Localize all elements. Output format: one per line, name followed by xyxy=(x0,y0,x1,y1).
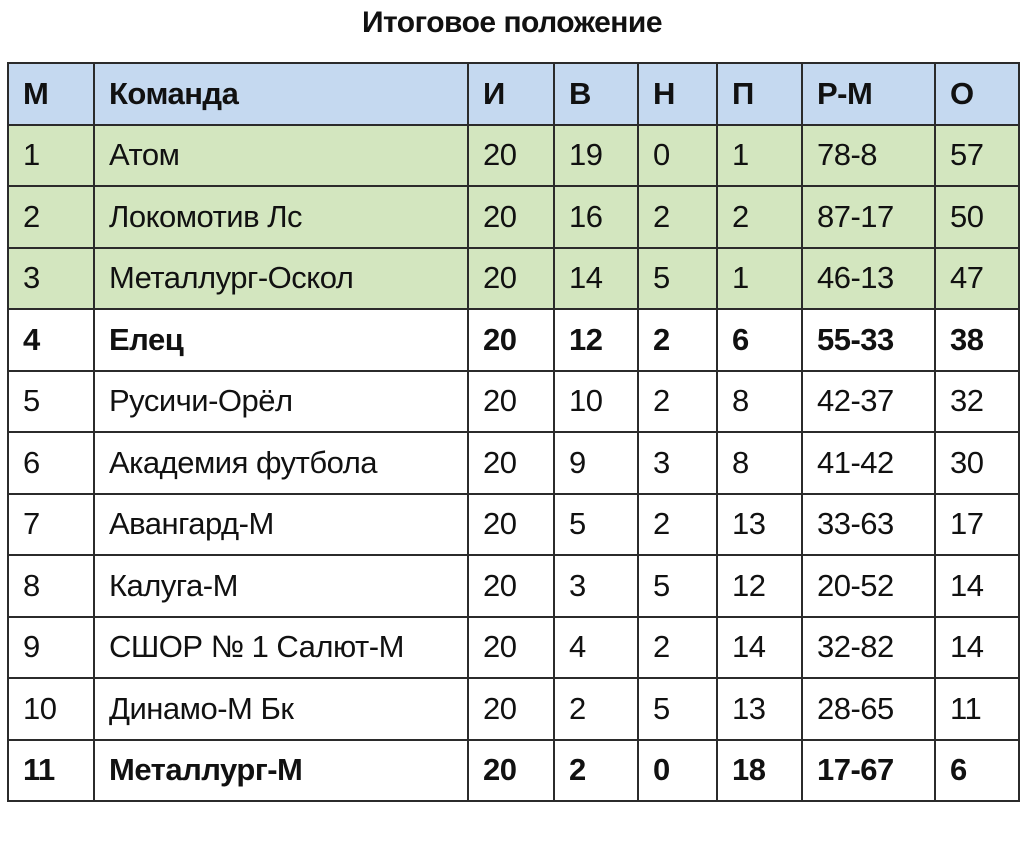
column-header-wins: В xyxy=(554,63,638,125)
table-body xyxy=(8,125,1019,802)
goals-cell: 41-42 xyxy=(802,432,935,494)
table-row xyxy=(8,371,1019,433)
wins-cell: 5 xyxy=(554,494,638,556)
losses-cell: 1 xyxy=(717,248,802,310)
team-name-cell: Атом xyxy=(94,125,468,187)
points-cell: 14 xyxy=(935,617,1019,679)
draws-cell: 0 xyxy=(638,740,717,802)
wins-cell: 2 xyxy=(554,740,638,802)
page-title: Итоговое положение xyxy=(361,6,663,39)
points-cell: 14 xyxy=(935,555,1019,617)
games-cell: 20 xyxy=(468,125,554,187)
table-header-row xyxy=(8,63,1019,125)
points-cell: 50 xyxy=(935,186,1019,248)
position-cell: 7 xyxy=(8,494,94,556)
position-cell: 5 xyxy=(8,371,94,433)
table-row xyxy=(8,555,1019,617)
position-cell: 2 xyxy=(8,186,94,248)
goals-cell: 87-17 xyxy=(802,186,935,248)
position-cell: 3 xyxy=(8,248,94,310)
team-name-cell: Металлург-М xyxy=(94,740,468,802)
points-cell: 38 xyxy=(935,309,1019,371)
team-name-cell: Русичи-Орёл xyxy=(94,371,468,433)
points-cell: 32 xyxy=(935,371,1019,433)
table-row xyxy=(8,125,1019,187)
games-cell: 20 xyxy=(468,555,554,617)
column-header-goals: Р-М xyxy=(802,63,935,125)
table-row xyxy=(8,432,1019,494)
goals-cell: 46-13 xyxy=(802,248,935,310)
points-cell: 6 xyxy=(935,740,1019,802)
goals-cell: 55-33 xyxy=(802,309,935,371)
losses-cell: 8 xyxy=(717,371,802,433)
table-row xyxy=(8,617,1019,679)
draws-cell: 2 xyxy=(638,186,717,248)
draws-cell: 5 xyxy=(638,678,717,740)
table-row xyxy=(8,678,1019,740)
draws-cell: 5 xyxy=(638,555,717,617)
position-cell: 10 xyxy=(8,678,94,740)
team-name-cell: Авангард-М xyxy=(94,494,468,556)
column-header-games: И xyxy=(468,63,554,125)
wins-cell: 14 xyxy=(554,248,638,310)
team-name-cell: Динамо-М Бк xyxy=(94,678,468,740)
games-cell: 20 xyxy=(468,617,554,679)
column-header-team: Команда xyxy=(94,63,468,125)
column-header-position: М xyxy=(8,63,94,125)
wins-cell: 10 xyxy=(554,371,638,433)
games-cell: 20 xyxy=(468,248,554,310)
goals-cell: 28-65 xyxy=(802,678,935,740)
position-cell: 1 xyxy=(8,125,94,187)
games-cell: 20 xyxy=(468,309,554,371)
wins-cell: 12 xyxy=(554,309,638,371)
games-cell: 20 xyxy=(468,371,554,433)
table-row xyxy=(8,186,1019,248)
team-name-cell: Калуга-М xyxy=(94,555,468,617)
team-name-cell: Локомотив Лс xyxy=(94,186,468,248)
team-name-cell: Елец xyxy=(94,309,468,371)
losses-cell: 12 xyxy=(717,555,802,617)
team-name-cell: СШОР № 1 Салют-М xyxy=(94,617,468,679)
losses-cell: 13 xyxy=(717,678,802,740)
points-cell: 11 xyxy=(935,678,1019,740)
column-header-points: О xyxy=(935,63,1019,125)
losses-cell: 18 xyxy=(717,740,802,802)
table-row xyxy=(8,494,1019,556)
games-cell: 20 xyxy=(468,432,554,494)
draws-cell: 3 xyxy=(638,432,717,494)
wins-cell: 3 xyxy=(554,555,638,617)
losses-cell: 6 xyxy=(717,309,802,371)
losses-cell: 2 xyxy=(717,186,802,248)
position-cell: 8 xyxy=(8,555,94,617)
draws-cell: 2 xyxy=(638,494,717,556)
wins-cell: 16 xyxy=(554,186,638,248)
position-cell: 6 xyxy=(8,432,94,494)
goals-cell: 42-37 xyxy=(802,371,935,433)
wins-cell: 19 xyxy=(554,125,638,187)
wins-cell: 4 xyxy=(554,617,638,679)
points-cell: 17 xyxy=(935,494,1019,556)
points-cell: 30 xyxy=(935,432,1019,494)
losses-cell: 13 xyxy=(717,494,802,556)
goals-cell: 32-82 xyxy=(802,617,935,679)
points-cell: 57 xyxy=(935,125,1019,187)
losses-cell: 8 xyxy=(717,432,802,494)
losses-cell: 14 xyxy=(717,617,802,679)
table-row xyxy=(8,248,1019,310)
position-cell: 4 xyxy=(8,309,94,371)
games-cell: 20 xyxy=(468,740,554,802)
draws-cell: 5 xyxy=(638,248,717,310)
wins-cell: 2 xyxy=(554,678,638,740)
team-name-cell: Металлург-Оскол xyxy=(94,248,468,310)
draws-cell: 0 xyxy=(638,125,717,187)
draws-cell: 2 xyxy=(638,617,717,679)
draws-cell: 2 xyxy=(638,309,717,371)
column-header-draws: Н xyxy=(638,63,717,125)
position-cell: 9 xyxy=(8,617,94,679)
goals-cell: 17-67 xyxy=(802,740,935,802)
column-header-losses: П xyxy=(717,63,802,125)
losses-cell: 1 xyxy=(717,125,802,187)
position-cell: 11 xyxy=(8,740,94,802)
table-row xyxy=(8,740,1019,802)
team-name-cell: Академия футбола xyxy=(94,432,468,494)
goals-cell: 33-63 xyxy=(802,494,935,556)
goals-cell: 20-52 xyxy=(802,555,935,617)
standings-table xyxy=(7,62,1020,802)
games-cell: 20 xyxy=(468,678,554,740)
table-row xyxy=(8,309,1019,371)
draws-cell: 2 xyxy=(638,371,717,433)
wins-cell: 9 xyxy=(554,432,638,494)
points-cell: 47 xyxy=(935,248,1019,310)
games-cell: 20 xyxy=(468,494,554,556)
games-cell: 20 xyxy=(468,186,554,248)
goals-cell: 78-8 xyxy=(802,125,935,187)
